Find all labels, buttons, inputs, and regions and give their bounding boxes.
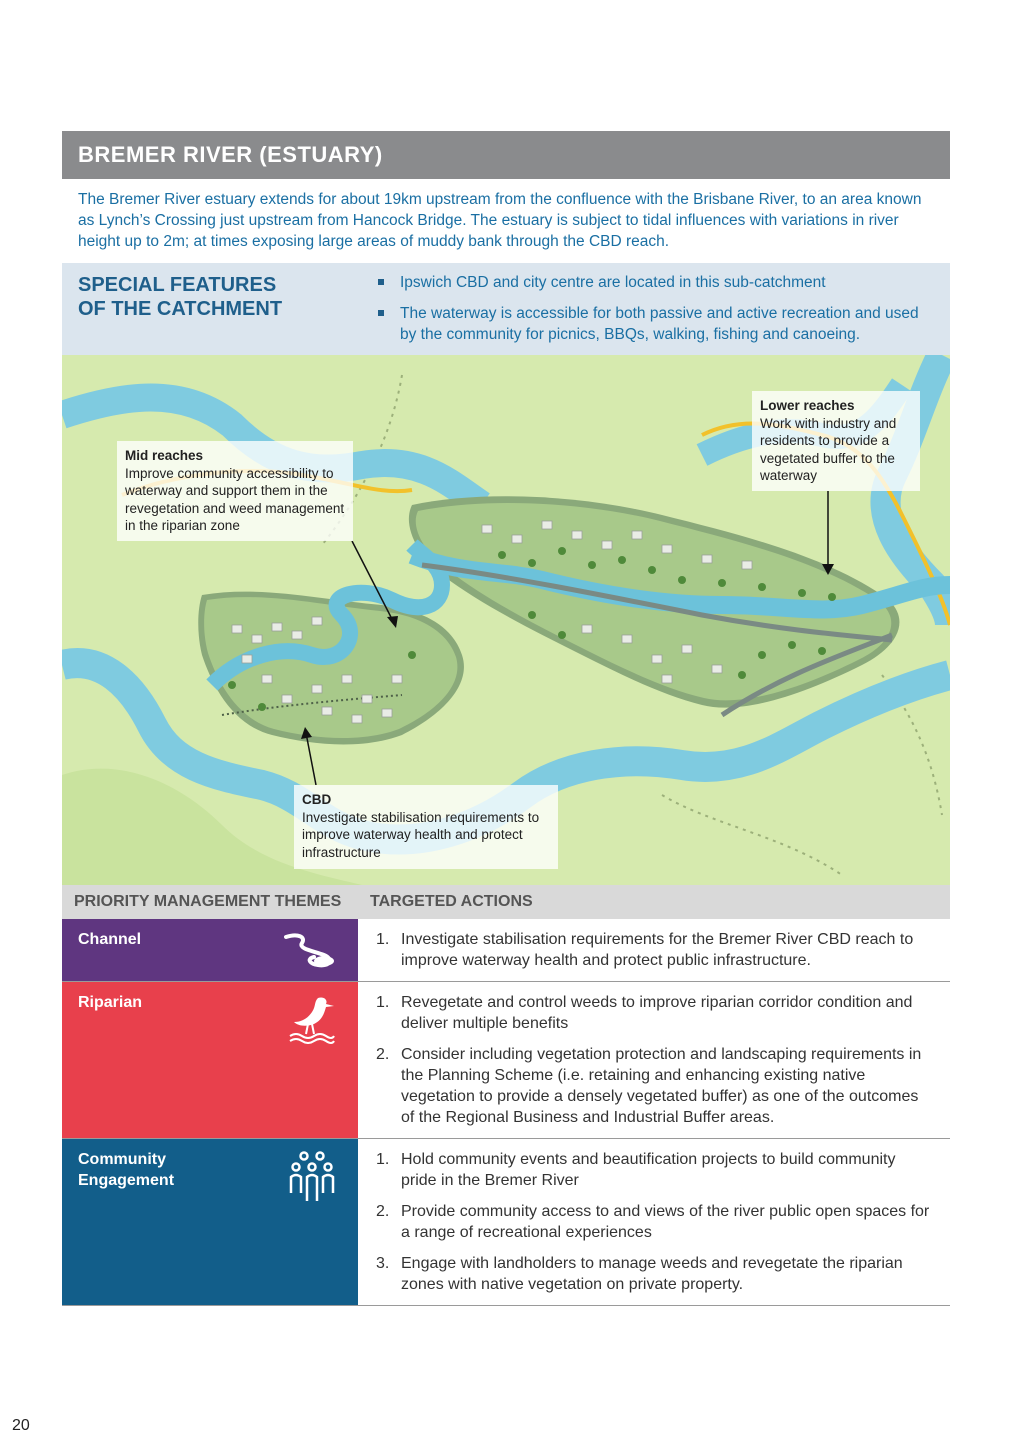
action-item: 1. Hold community events and beautification projects to build community pride in the Bremer River [376,1151,896,1189]
action-item: 3. Engage with landholders to manage weeds and revegetate the riparian zones with native vegetation on private property. [376,1255,903,1293]
theme-row-community-engagement [62,1139,950,1306]
callout-cbd-title: CBD [302,792,332,807]
callout-mid-reaches-text: Improve community accessibility to waterway and support them in the revegetation and weed management in the riparian zone [125,465,345,533]
action-item: 2. Provide community access to and views of the river public open spaces for a range of recreational experiences [376,1203,930,1241]
page-number: 20 [12,1417,30,1434]
theme-label-line2: Engagement [78,1172,175,1189]
theme-label: Channel [78,931,142,948]
action-item: 1. Investigate stabilisation requirements for the Bremer River CBD reach to improve waterway health and protect public infrastructure. [376,931,914,969]
theme-cell-community-engagement [62,1139,358,1305]
intro-paragraph: The Bremer River estuary extends for about 19km upstream from the confluence with the Brisbane River, to an area known as Lynch’s Crossing just upstream from Hancock Bridge. The estuary is subject to tidal influences with variations in river height up to 2m; at times exposing large areas of muddy bank through the CBD reach. [78,191,922,250]
theme-label: Riparian [78,994,143,1011]
special-features-panel [62,263,950,355]
action-item: 1. Revegetate and control weeds to improve riparian corridor condition and deliver multiple benefits [376,994,913,1032]
special-features-heading-line1: SPECIAL FEATURES [78,274,277,296]
callout-cbd-text: Investigate stabilisation requirements to improve waterway health and protect infrastructure [302,809,540,860]
catchment-map-illustration [62,355,950,885]
special-features-heading [62,263,362,355]
actions-riparian [358,982,950,1138]
callout-mid-reaches-title: Mid reaches [125,448,204,463]
callout-lower-reaches-title: Lower reaches [760,398,855,413]
callout-mid-reaches [117,441,353,541]
callout-lower-reaches [752,391,920,491]
themes-column-header: PRIORITY MANAGEMENT THEMES [74,893,342,910]
actions-channel [358,919,950,981]
heron-bird-icon [288,994,336,1044]
special-features-list [362,263,950,355]
action-item: 2. Consider including vegetation protection and landscaping requirements in the Planning Scheme (i.e. retaining and enhancing existing native vegetation to provide a densely vegetated buffer) as one of the outcomes of the Regional Business and Industrial Buffer areas. [376,1046,922,1126]
callout-lower-reaches-text: Work with industry and residents to provide a vegetated buffer to the waterway [760,415,897,483]
page-title: BREMER RIVER (ESTUARY) [62,131,950,179]
theme-cell-riparian [62,982,358,1138]
special-features-heading-line2: OF THE CATCHMENT [78,298,283,320]
theme-cell-channel [62,919,358,981]
special-feature-item: Ipswich CBD and city centre are located in this sub-catchment [374,272,934,293]
catchment-page [62,131,950,1306]
theme-label-line1: Community [78,1151,166,1168]
actions-community-engagement [358,1139,950,1305]
callout-cbd [294,785,558,869]
special-feature-item: The waterway is accessible for both passive and active recreation and used by the community for picnics, BBQs, walking, fishing and canoeing. [374,303,934,345]
themes-table-header [62,885,950,919]
river-channel-icon [284,931,336,969]
community-people-icon [288,1151,336,1203]
actions-column-header: TARGETED ACTIONS [370,893,533,910]
theme-row-channel [62,919,950,982]
theme-row-riparian [62,982,950,1139]
